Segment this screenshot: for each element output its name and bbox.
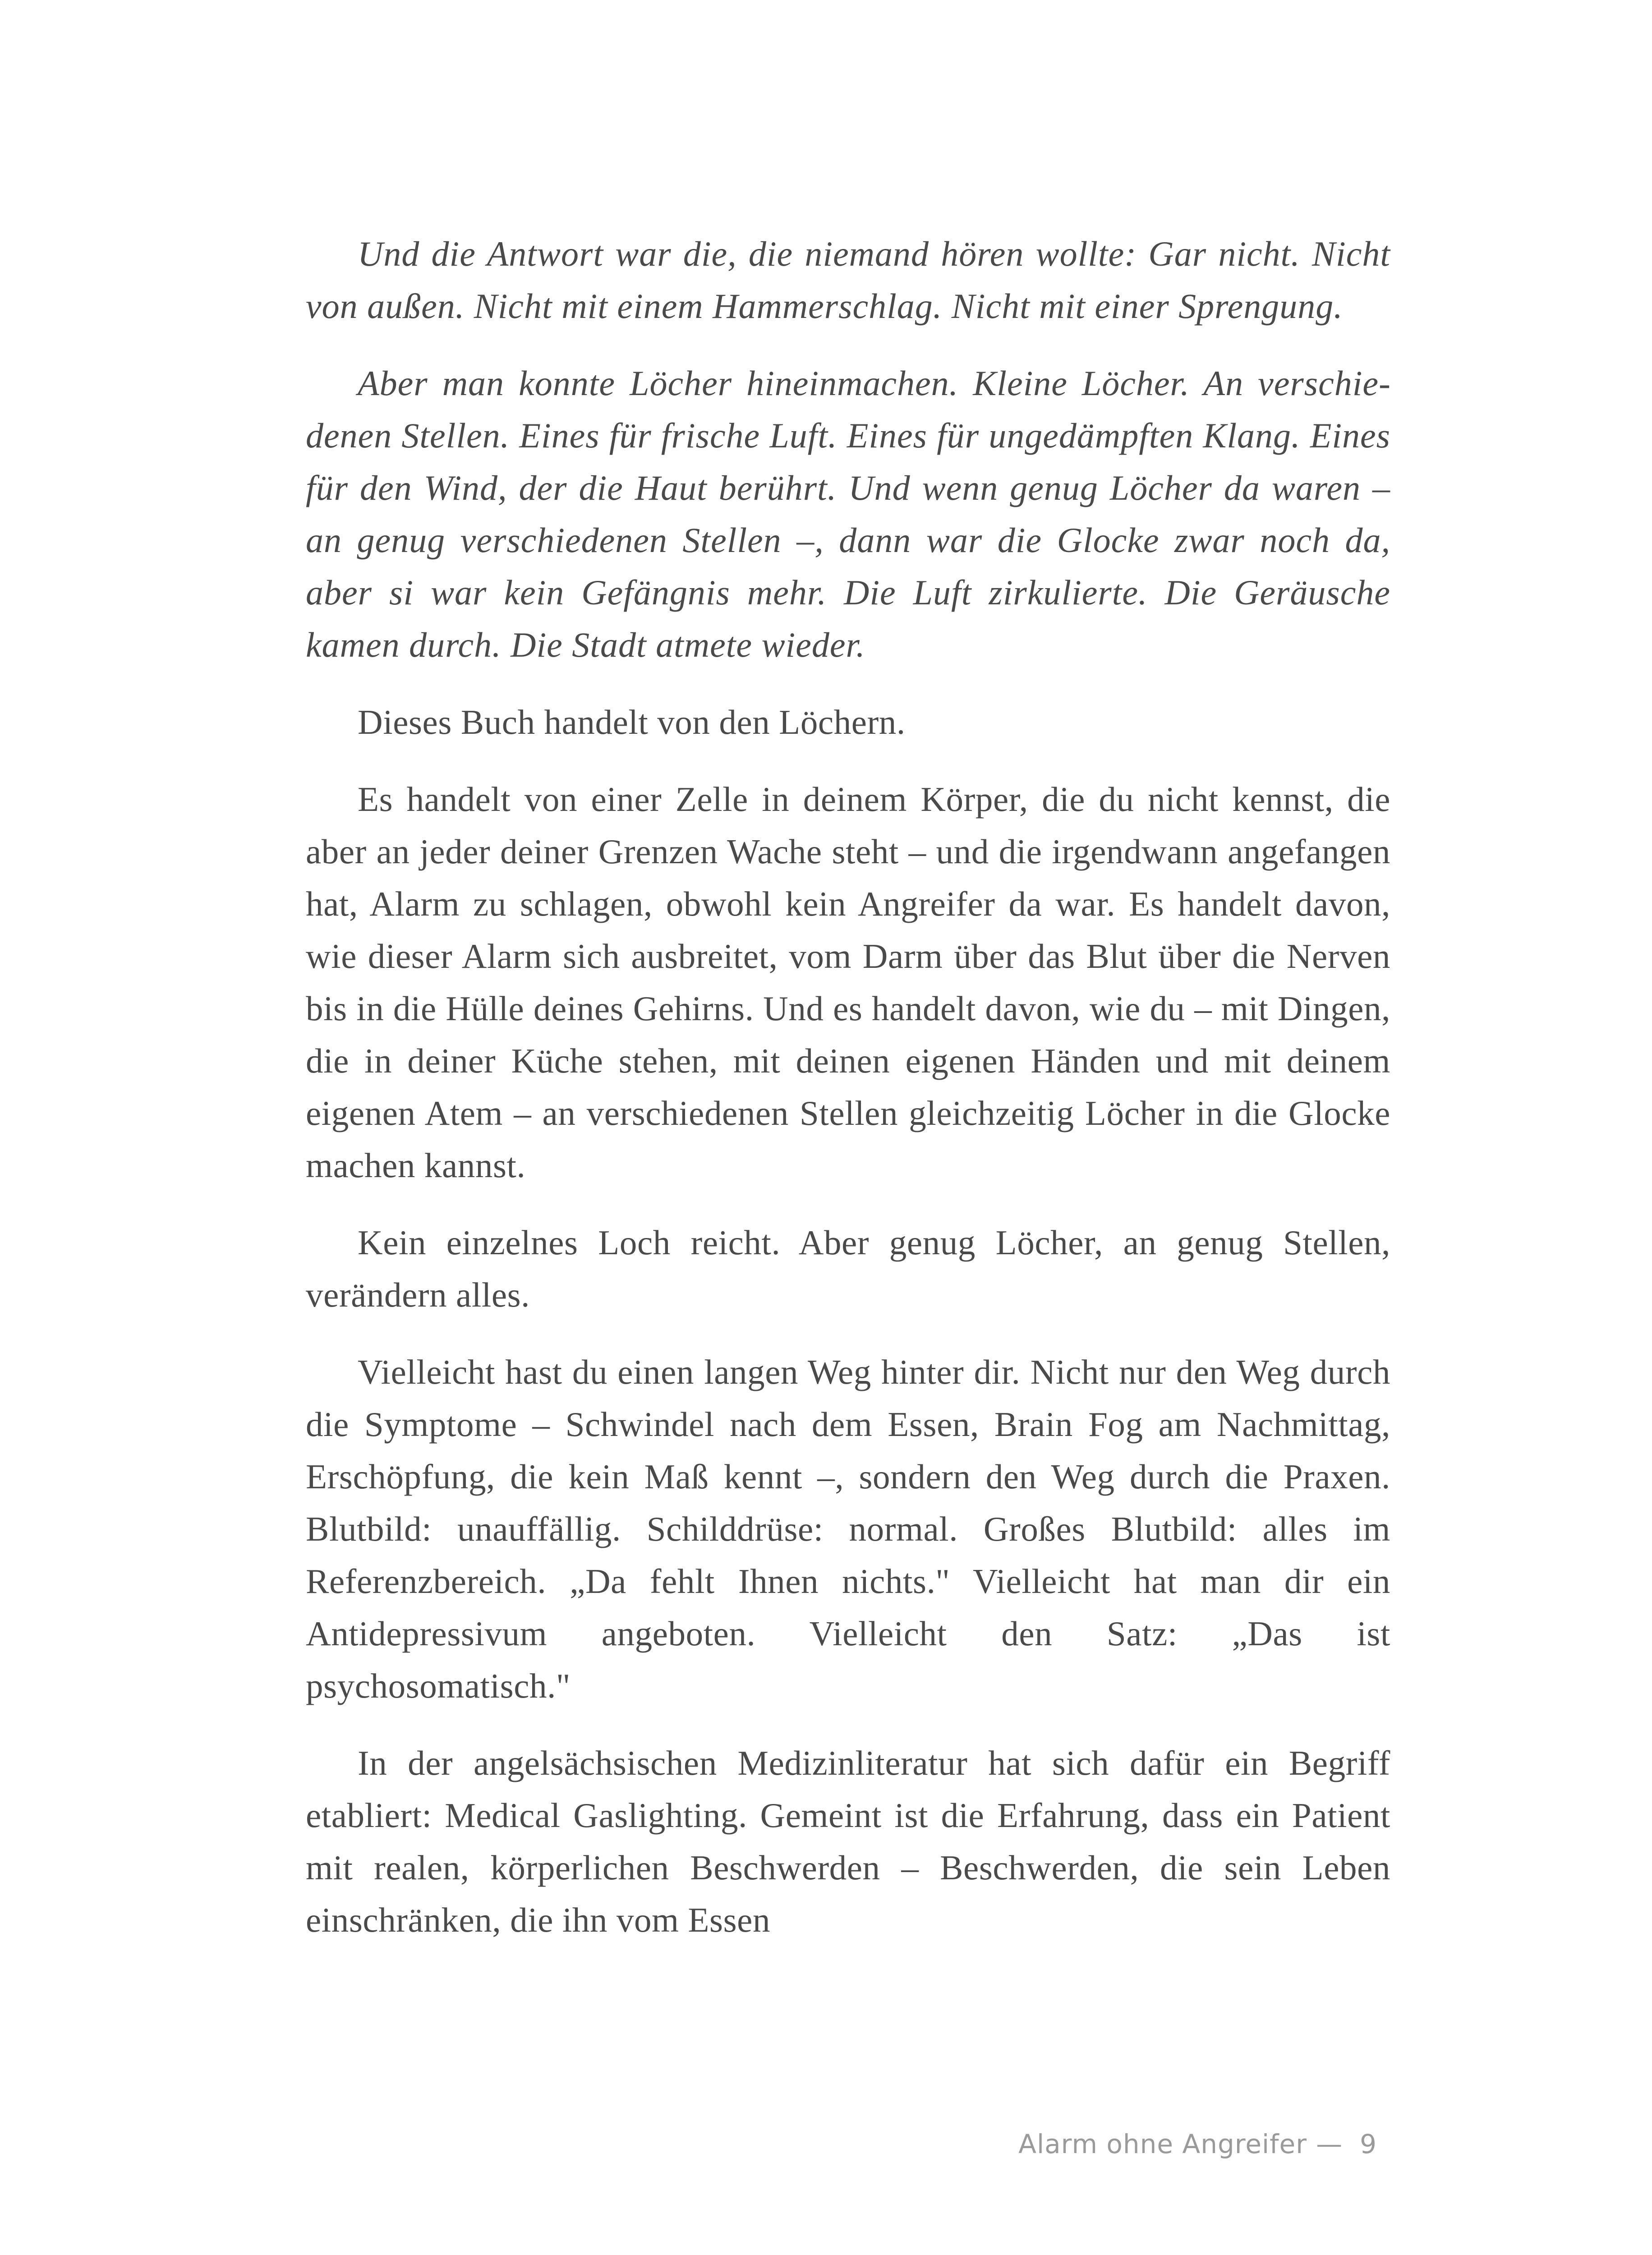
paragraph-4: Es handelt von einer Zelle in deinem Körper, die du nicht kennst, die aber an jeder deiner Grenzen Wache steht – und die irgendwann angefangen hat, Alarm zu schlagen, obwohl kein Angreifer da war. Es handelt davon, wie dieser Alarm sich ausbreitet, vom Darm über das Blut über die Nerven bis in die Hülle deines Gehirns. Und es handelt davon, wie du – mit Dingen, die in deiner Küche stehen, mit deinen eigenen Händen und mit deinem eigenen Atem – an verschiedenen Stellen gleichzeitig Löcher in die Glocke machen kannst. <box>306 780 1390 1185</box>
footer-separator: — <box>1316 2129 1343 2159</box>
paragraph-3: Dieses Buch handelt von den Löchern. <box>358 703 906 741</box>
running-footer <box>1018 2129 1377 2159</box>
paragraph-italic-1: Und die Antwort war die, die niemand hören wollte: Gar nicht. Nicht von außen. Nicht mit einem Hammerschlag. Nicht mit einer Sprengung. <box>306 234 1390 326</box>
paragraph-6: Vielleicht hast du einen langen Weg hinter dir. Nicht nur den Weg durch die Symptome – Schwindel nach dem Essen, Brain Fog am Nachmittag, Erschöpfung, die kein Maß kennt –, sondern den Weg durch die Praxen. Blutbild: unauffällig. Schilddrüse: normal. Großes Blutbild: alles im Referenzbereich. „Da fehlt Ihnen nichts." Vielleicht hat man dir ein Antidepressivum angeboten. Vielleicht den Satz: „Das ist psychosomatisch." <box>306 1353 1390 1705</box>
body-text <box>306 228 1390 1971</box>
paragraph-italic-2: Aber man konnte Löcher hineinmachen. Kleine Löcher. An verschiedenen Stellen. Eines für frische Luft. Eines für ungedämpften Klang. Eines für den Wind, der die Haut berührt. Und wenn genug Löcher da waren – an genug verschiedenen Stellen –, dann war die Glocke zwar noch da, aber si war kein Gefängnis mehr. Die Luft zirkulierte. Die Geräusche kamen durch. Die Stadt atmete wieder. <box>306 364 1390 664</box>
paragraph-7: In der angelsächsischen Medizinliteratur hat sich dafür ein Begriff etabliert: Medical Gaslighting. Gemeint ist die Erfahrung, dass ein Patient mit realen, körperlichen Beschwerden – Beschwerden, die sein Leben einschränken, die ihn vom Essen <box>306 1744 1390 1939</box>
footer-book-title: Alarm ohne Angreifer <box>1018 2129 1307 2159</box>
page-number: 9 <box>1360 2129 1377 2159</box>
paragraph-5: Kein einzelnes Loch reicht. Aber genug Löcher, an genug Stellen, verändern alles. <box>306 1223 1390 1314</box>
